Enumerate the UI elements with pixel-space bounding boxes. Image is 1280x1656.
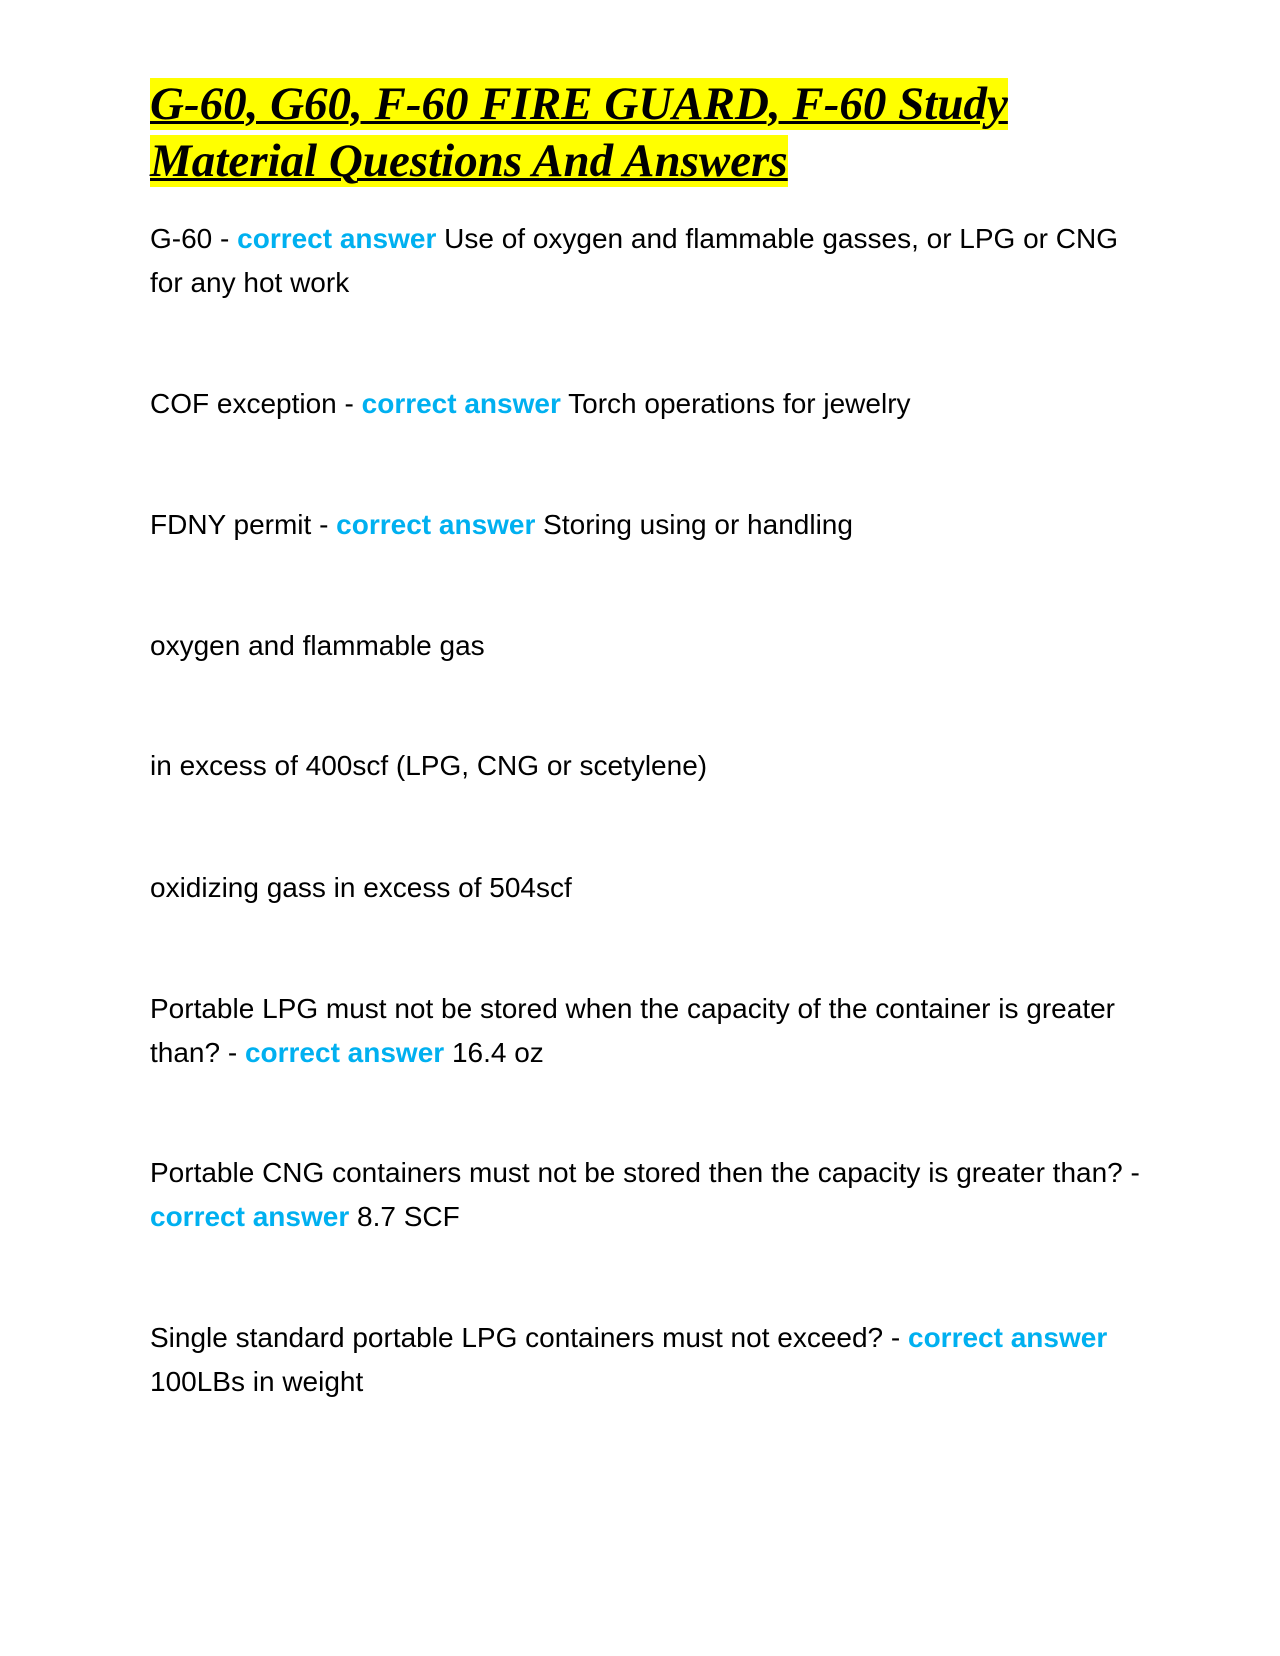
answer-label: correct answer (244, 1037, 445, 1068)
question: Single standard portable LPG containers must not exceed? - (150, 1322, 908, 1353)
text-line: in excess of 400scf (LPG, CNG or scetylene) (150, 750, 708, 781)
answer-label: correct answer (908, 1322, 1108, 1353)
answer: 16.4 oz (451, 1037, 544, 1068)
answer: Torch operations for jewelry (568, 388, 911, 419)
qa-item (150, 382, 1140, 426)
question: Portable LPG must not be stored when the capacity of the container is greater than? - (150, 993, 1115, 1068)
answer: Use of oxygen and flammable gasses, or LPG or CNG for any hot work (150, 223, 1118, 298)
text-line: oxygen and flammable gas (150, 630, 485, 661)
qa-item (150, 503, 1140, 547)
qa-item (150, 1151, 1140, 1239)
text-line: oxidizing gass in excess of 504scf (150, 872, 572, 903)
document-title (150, 76, 1100, 190)
question: COF exception - (150, 388, 362, 419)
qa-item (150, 1316, 1140, 1404)
qa-item (150, 217, 1140, 305)
answer-label: correct answer (150, 1201, 350, 1232)
answer-label: correct answer (361, 388, 561, 419)
answer-label: correct answer (336, 509, 536, 540)
answer: 8.7 SCF (357, 1201, 460, 1232)
question: G-60 - (150, 223, 238, 254)
question: Portable CNG containers must not be stored then the capacity is greater than? - (150, 1157, 1140, 1188)
answer: Storing using or handling (543, 509, 853, 540)
answer-label: correct answer (237, 223, 437, 254)
title-text: G-60, G60, F-60 FIRE GUARD, F-60 Study Material Questions And Answers (150, 78, 1008, 187)
answer: 100LBs in weight (150, 1366, 364, 1397)
question: FDNY permit - (150, 509, 337, 540)
qa-item (150, 987, 1140, 1075)
